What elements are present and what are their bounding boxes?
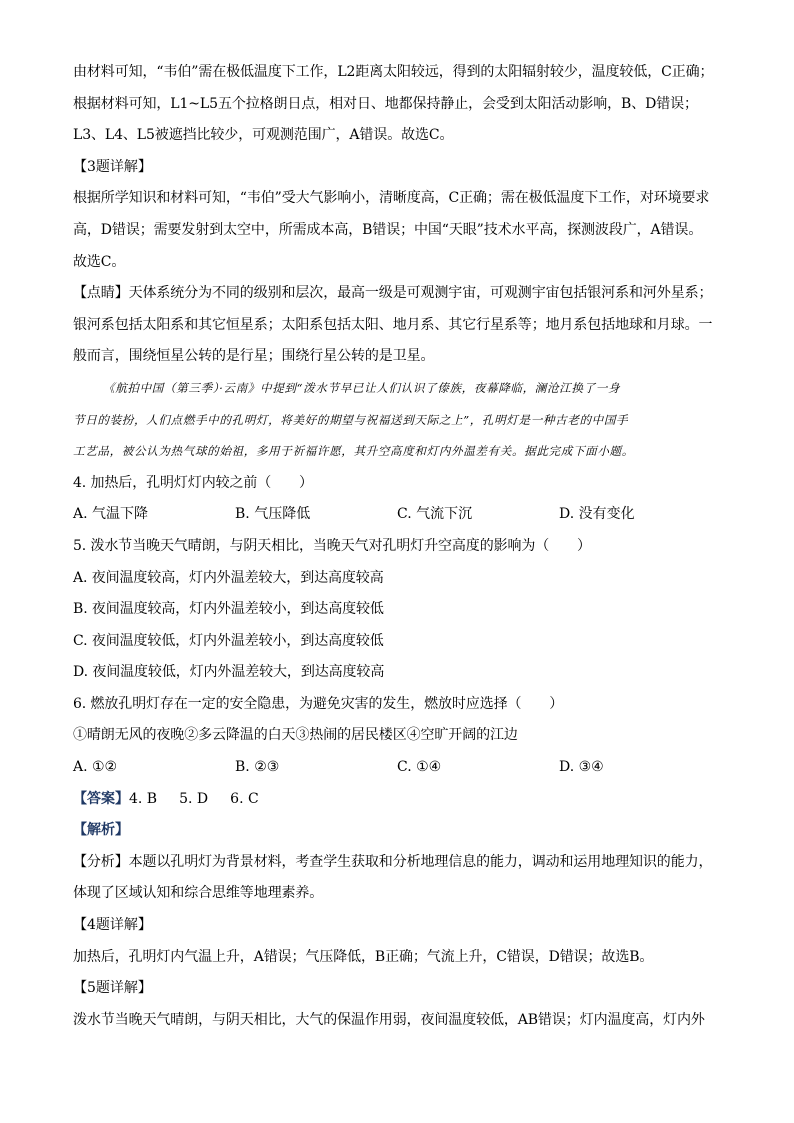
heading-text: 3题详解 bbox=[87, 158, 138, 175]
option-d: D. 没有变化 bbox=[559, 506, 635, 523]
answer-label: 【答案】 bbox=[73, 790, 129, 807]
document-page bbox=[73, 62, 723, 1041]
question-4-options bbox=[73, 504, 723, 524]
heading-bracket-open: 【 bbox=[73, 158, 87, 175]
dianjing-text: 天体系统分为不同的级别和层次，最高一级是可观测宇宙，可观测宇宙包括银河系和河外星系； bbox=[128, 285, 713, 302]
fenxi-label: 【分析】 bbox=[73, 853, 129, 870]
text-line: 般而言，围绕恒星公转的是行星；围绕行星公转的是卫星。 bbox=[73, 348, 435, 365]
section-heading-3 bbox=[73, 157, 723, 177]
section-heading-4: 【4题详解】 bbox=[73, 917, 152, 934]
answer-value: 5. D bbox=[179, 790, 209, 807]
dianjing-label: 【点睛】 bbox=[73, 285, 129, 302]
analysis-heading: 【解析】 bbox=[73, 822, 129, 839]
option-b: B. 夜间温度较高，灯内外温差较小，到达高度较低 bbox=[73, 601, 384, 618]
section-heading-5: 【5题详解】 bbox=[73, 980, 152, 997]
text-line: 根据所学知识和材料可知，“韦伯”受大气影响小，清晰度高，C正确；需在极低温度下工作，对环境要求 bbox=[73, 190, 710, 207]
text-line: 根据材料可知，L1~L5五个拉格朗日点，相对日、地都保持静止，会受到太阳活动影响，B、D错误； bbox=[73, 95, 698, 112]
option-a: A. ①② bbox=[73, 759, 118, 776]
option-c: C. ①④ bbox=[397, 759, 442, 776]
passage-line: 工艺品，被公认为热气球的始祖，多用于祈福许愿，其升空高度和灯内外温差有关。据此完成下面小题。 bbox=[73, 444, 634, 459]
text-line: 泼水节当晚天气晴朗，与阴天相比，大气的保温作用弱，夜间温度较低，AB错误；灯内温度高，灯内外 bbox=[73, 1011, 705, 1028]
question-6-options bbox=[73, 757, 723, 777]
answer-value: 4. B bbox=[129, 790, 158, 807]
answer-value: 6. C bbox=[230, 790, 259, 807]
option-a: A. 气温下降 bbox=[73, 506, 149, 523]
text-line: L3、L4、L5被遮挡比较少，可观测范围广，A错误。故选C。 bbox=[73, 127, 454, 144]
text-line: 由材料可知，“韦伯”需在极低温度下工作，L2距离太阳较远，得到的太阳辐射较少，温度较低，C正确； bbox=[73, 64, 714, 80]
option-a: A. 夜间温度较高，灯内外温差较大，到达高度较高 bbox=[73, 569, 384, 586]
question-6: 6. 燃放孔明灯存在一定的安全隐患，为避免灾害的发生，燃放时应选择（ ） bbox=[73, 695, 564, 712]
passage-line: 节日的装扮，人们点燃手中的孔明灯，将美好的期望与祝福送到天际之上”，孔明灯是一种古老的中国手 bbox=[73, 412, 629, 427]
option-b: B. ②③ bbox=[235, 759, 280, 776]
answer-line bbox=[73, 789, 723, 809]
option-b: B. 气压降低 bbox=[235, 506, 311, 523]
passage-line: 《航拍中国（第三季）·云南》中提到“泼水节早已让人们认识了傣族，夜幕降临，澜沧江换了一身 bbox=[103, 380, 621, 395]
dianjing-paragraph bbox=[73, 283, 723, 303]
question-6-items: ①晴朗无风的夜晚②多云降温的白天③热闹的居民楼区④空旷开阔的江边 bbox=[73, 727, 518, 744]
fenxi-paragraph bbox=[73, 852, 723, 872]
option-c: C. 气流下沉 bbox=[397, 506, 473, 523]
option-d: D. 夜间温度较低，灯内外温差较大，到达高度较高 bbox=[73, 664, 385, 681]
question-4: 4. 加热后，孔明灯灯内较之前（ ） bbox=[73, 474, 313, 491]
text-line: 故选C。 bbox=[73, 253, 126, 270]
fenxi-text: 本题以孔明灯为背景材料，考查学生获取和分析地理信息的能力，调动和运用地理知识的能力， bbox=[128, 853, 713, 870]
question-5: 5. 泼水节当晚天气晴朗，与阴天相比，当晚天气对孔明灯升空高度的影响为（ ） bbox=[73, 537, 591, 554]
text-line: 高，D错误；需要发射到太空中，所需成本高，B错误；中国“天眼”技术水平高，探测波段广，A错误。 bbox=[73, 221, 703, 238]
heading-bracket-close: 】 bbox=[137, 158, 152, 175]
text-line: 加热后，孔明灯内气温上升，A错误；气压降低，B正确；气流上升，C错误，D错误；故选B。 bbox=[73, 948, 654, 965]
text-line: 体现了区域认知和综合思维等地理素养。 bbox=[73, 885, 324, 902]
option-c: C. 夜间温度较低，灯内外温差较小，到达高度较低 bbox=[73, 632, 384, 649]
option-d: D. ③④ bbox=[559, 759, 604, 776]
text-line: 银河系包括太阳系和其它恒星系；太阳系包括太阳、地月系、其它行星系等；地月系包括地球和月球。一 bbox=[73, 316, 713, 333]
